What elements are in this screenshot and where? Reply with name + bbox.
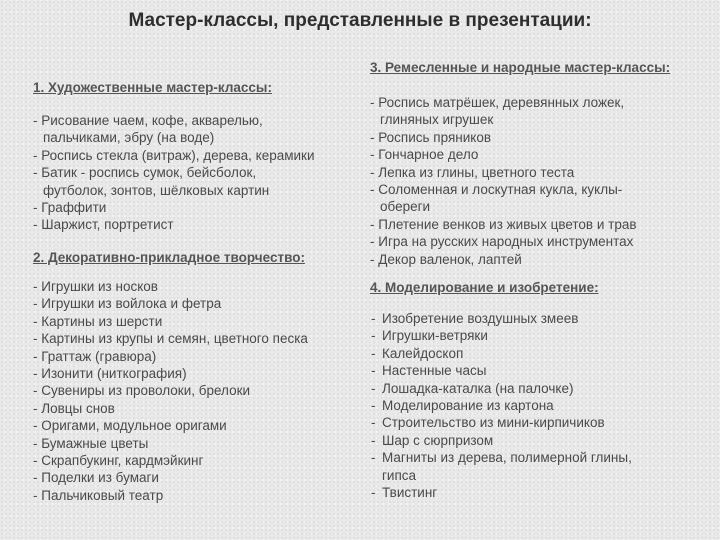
list-item <box>370 233 637 250</box>
list-item: - Оригами, модульное оригами <box>33 418 227 434</box>
list-item <box>33 147 315 164</box>
list-item: - Поделки из бумаги <box>33 470 159 486</box>
section-heading-decorative: 2. Декоративно-прикладное творчество: <box>33 250 305 265</box>
list-item <box>370 345 632 362</box>
decorative-list <box>33 278 308 504</box>
item-text: Изобретение воздушных змеев <box>382 311 579 326</box>
list-item <box>33 164 315 199</box>
modeling-list <box>370 310 632 501</box>
item-text: Магниты из дерева, полимерной глины, <box>382 450 632 466</box>
item-text-continued: обереги <box>380 199 431 215</box>
item-text: Шар с сюрпризом <box>382 432 494 448</box>
item-text: - Лепка из глины, цветного теста <box>370 164 575 180</box>
list-item <box>370 414 632 431</box>
list-item: - Граттаж (гравюра) <box>33 348 157 364</box>
item-text: - Роспись матрёшек, деревянных ложек, <box>370 95 625 110</box>
list-item <box>33 112 315 147</box>
section-heading-crafts: 3. Ремесленные и народные мастер-классы: <box>370 60 671 75</box>
list-item <box>370 327 632 344</box>
crafts-list <box>370 94 637 268</box>
item-text: - Игра на русских народных инструментах <box>370 234 634 250</box>
list-item <box>370 310 632 327</box>
list-item: - Картины из крупы и семян, цветного песка <box>33 331 308 347</box>
item-text: Строительство из мини-кирпичиков <box>382 415 605 431</box>
list-item <box>370 216 637 233</box>
list-item: - Изонити (ниткография) <box>33 366 187 382</box>
page-title: Мастер-классы, представленные в презентации: <box>128 10 592 31</box>
item-text: - Граффити <box>33 200 107 216</box>
item-text: Настенные часы <box>382 363 487 379</box>
list-item: - Пальчиковый театр <box>33 487 164 503</box>
item-text: - Шаржист, портретист <box>33 217 174 233</box>
item-text: - Декор валенок, лаптей <box>370 251 522 267</box>
artistic-list <box>33 112 315 234</box>
list-item: - Ловцы снов <box>33 400 115 416</box>
item-text-continued: пальчиками, эбру (на воде) <box>43 130 215 146</box>
item-text: - Гончарное дело <box>370 147 479 163</box>
item-text: Игрушки-ветряки <box>382 328 488 344</box>
list-item <box>370 164 637 181</box>
list-item: - Скрапбукинг, кардмэйкинг <box>33 453 204 469</box>
list-item: - Картины из шерсти <box>33 313 163 329</box>
section-heading-artistic: 1. Художественные мастер-классы: <box>33 80 272 95</box>
list-item <box>370 362 632 379</box>
item-text: - Рисование чаем, кофе, акварелью, <box>33 113 263 128</box>
section-heading-modeling: 4. Моделирование и изобретение: <box>370 280 599 295</box>
list-item <box>33 216 315 233</box>
list-item: - Игрушки из носков <box>33 279 158 294</box>
list-item <box>370 129 637 146</box>
list-item <box>370 146 637 163</box>
item-text: - Плетение венков из живых цветов и трав <box>370 216 637 232</box>
list-item: - Бумажные цветы <box>33 435 149 451</box>
item-text: - Роспись пряников <box>370 129 492 145</box>
list-item <box>370 397 632 414</box>
item-text: Лошадка-каталка (на палочке) <box>382 380 574 396</box>
list-item <box>370 449 632 484</box>
item-text: - Роспись стекла (витраж), дерева, керамики <box>33 147 315 163</box>
list-item: - Сувениры из проволоки, брелоки <box>33 383 251 399</box>
list-item <box>370 94 637 129</box>
list-item: - Игрушки из войлока и фетра <box>33 296 222 312</box>
item-text: Калейдоскоп <box>382 345 464 361</box>
item-text: Моделирование из картона <box>382 398 554 414</box>
list-item <box>33 199 315 216</box>
list-item <box>370 181 637 216</box>
item-text: - Соломенная и лоскутная кукла, куклы- <box>370 182 623 198</box>
item-text-continued: футболок, зонтов, шёлковых картин <box>43 182 270 198</box>
item-text-continued: гипса <box>382 467 417 483</box>
item-text: - Батик - роспись сумок, бейсболок, <box>33 165 257 181</box>
item-text: Твистинг <box>382 485 438 501</box>
list-item <box>370 251 637 268</box>
list-item <box>370 432 632 449</box>
list-item <box>370 484 632 501</box>
item-text-continued: глиняных игрушек <box>380 112 494 128</box>
list-item <box>370 380 632 397</box>
